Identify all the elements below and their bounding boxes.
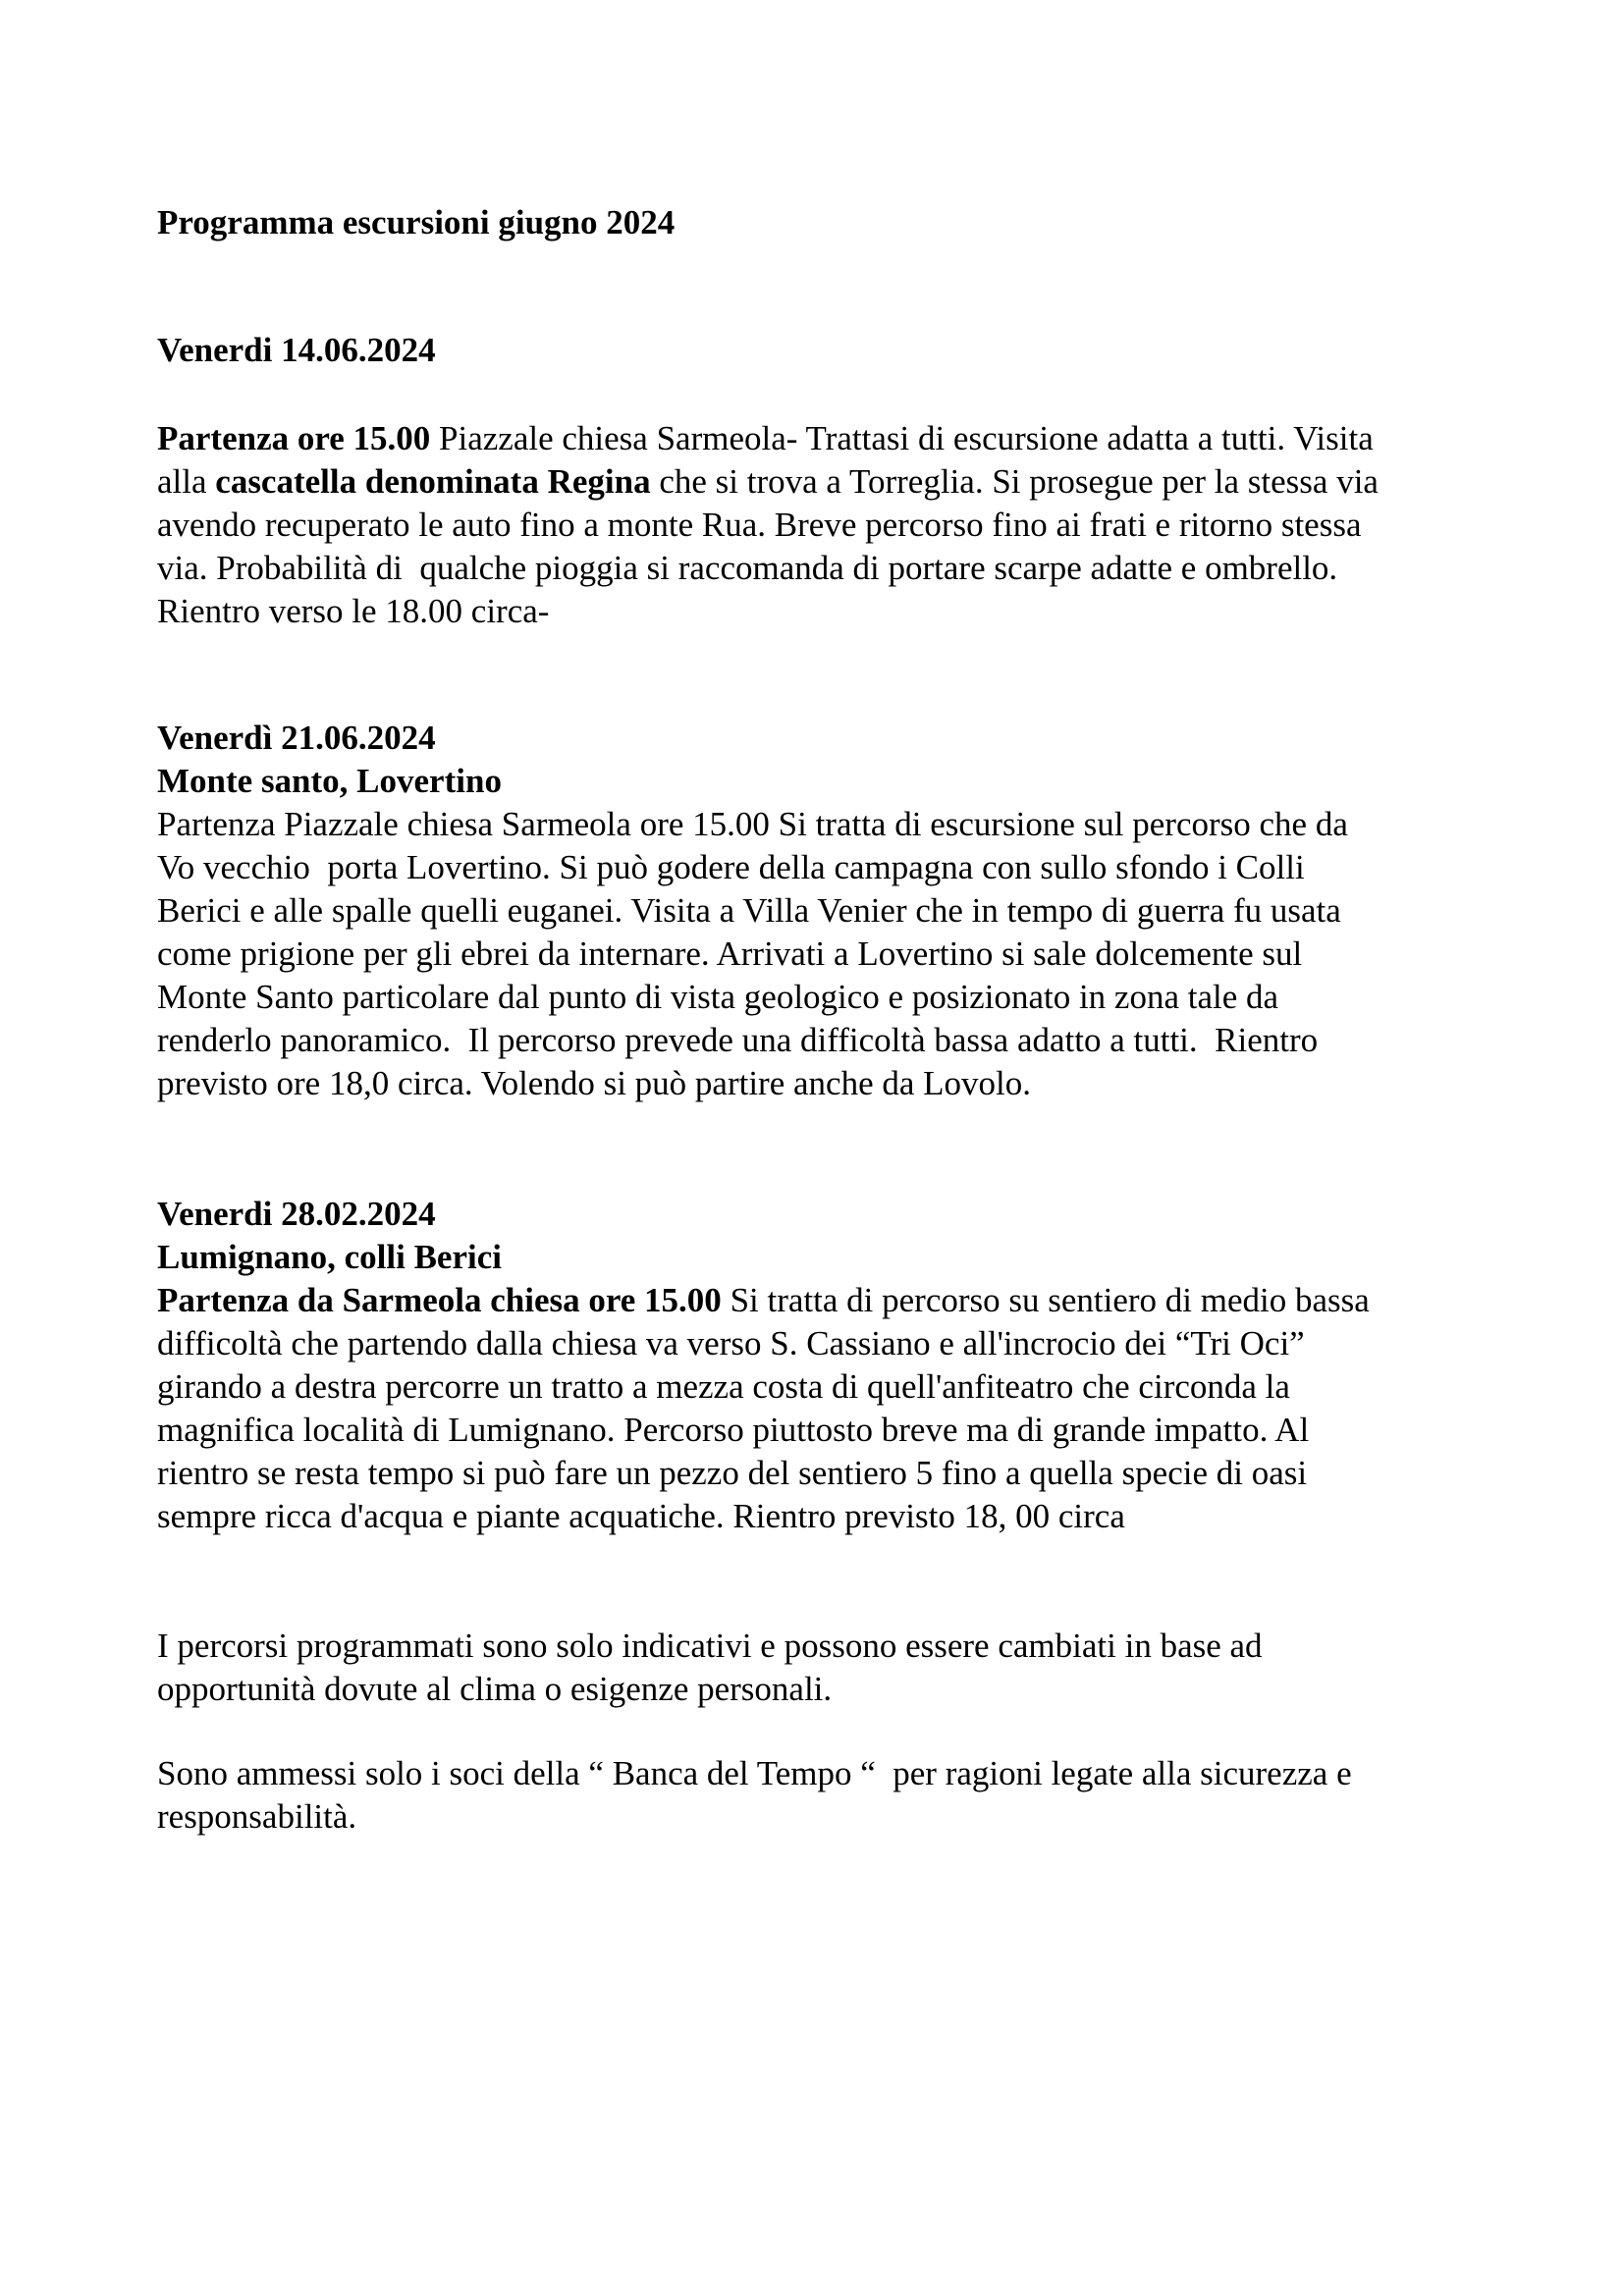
event-1-line-4: via. Probabilità di qualche pioggia si raccomanda di portare scarpe adatte e ombrello.: [157, 549, 1338, 587]
event-3: [157, 1193, 1492, 1538]
note-members-only: [157, 1752, 1492, 1839]
document-title: Programma escursioni giugno 2024: [157, 203, 676, 241]
event-1-line-1-text: Piazzale chiesa Sarmeola- Trattasi di escursione adatta a tutti. Visita: [430, 419, 1374, 457]
event-2-line-2: Vo vecchio porta Lovertino. Si può godere della campagna con sullo sfondo i Colli: [157, 848, 1305, 886]
event-3-line-5: rientro se resta tempo si può fare un pezzo del sentiero 5 fino a quella specie di oasi: [157, 1454, 1308, 1492]
event-2-line-7: previsto ore 18,0 circa. Volendo si può partire anche da Lovolo.: [157, 1064, 1031, 1102]
event-3-line-1: [157, 1279, 1492, 1322]
departure-time-text: Partenza ore 15.00: [157, 419, 431, 457]
event-3-line-2: difficoltà che partendo dalla chiesa va verso S. Cassiano e all'incrocio dei “Tri Oci”: [157, 1324, 1305, 1362]
event-1-line-1: [157, 417, 1492, 460]
event-2-line-3: Berici e alle spalle quelli euganei. Visita a Villa Venier che in tempo di guerra fu usata: [157, 891, 1341, 930]
event-3-line-3: girando a destra percorre un tratto a mezza costa di quell'anfiteatro che circonda la: [157, 1367, 1290, 1406]
event-1-line-2-end: che si trova a Torreglia. Si prosegue per la stessa via: [650, 462, 1379, 501]
event-2-place: Monte santo, Lovertino: [157, 762, 502, 800]
event-3-line-4: magnifica località di Lumignano. Percorso piuttosto breve ma di grande impatto. Al: [157, 1411, 1310, 1449]
event-2-line-6: renderlo panoramico. Il percorso prevede una difficoltà bassa adatto a tutti. Rientro: [157, 1021, 1319, 1059]
event-3-date: Venerdi 28.02.2024: [157, 1195, 436, 1233]
event-3-departure-text: Partenza da Sarmeola chiesa ore 15.00: [157, 1281, 722, 1319]
event-2-date: Venerdì 21.06.2024: [157, 719, 436, 757]
note-1-line-1: I percorsi programmati sono solo indicativi e possono essere cambiati in base ad: [157, 1627, 1263, 1665]
event-3-line-1-text: Si tratta di percorso su sentiero di medio bassa: [721, 1281, 1370, 1319]
waterfall-name-text: cascatella denominata Regina: [215, 462, 651, 501]
event-1-date: Venerdi 14.06.2024: [157, 331, 436, 369]
event-1-line-2-start: alla: [157, 462, 216, 501]
note-routes-indicative: [157, 1625, 1492, 1711]
note-1-line-2: opportunità dovute al clima o esigenze personali.: [157, 1670, 833, 1708]
event-2-line-1: Partenza Piazzale chiesa Sarmeola ore 15.00 Si tratta di escursione sul percorso che da: [157, 805, 1348, 843]
event-2: [157, 717, 1492, 1105]
event-3-place: Lumignano, colli Berici: [157, 1238, 502, 1276]
event-1-line-2: [157, 460, 1492, 504]
event-1-line-5: Rientro verso le 18.00 circa-: [157, 592, 550, 630]
event-2-line-4: come prigione per gli ebrei da internare. Arrivati a Lovertino si sale dolcemente sul: [157, 934, 1303, 973]
event-2-line-5: Monte Santo particolare dal punto di vista geologico e posizionato in zona tale da: [157, 978, 1279, 1016]
note-2-line-2: responsabilità.: [157, 1797, 357, 1836]
note-2-line-1: Sono ammessi solo i soci della “ Banca del Tempo “ per ragioni legate alla sicurezza e: [157, 1754, 1352, 1792]
event-1-line-3: avendo recuperato le auto fino a monte Rua. Breve percorso fino ai frati e ritorno stessa: [157, 506, 1362, 544]
event-3-line-6: sempre ricca d'acqua e piante acquatiche. Rientro previsto 18, 00 circa: [157, 1497, 1125, 1535]
event-1-description: [157, 417, 1492, 633]
